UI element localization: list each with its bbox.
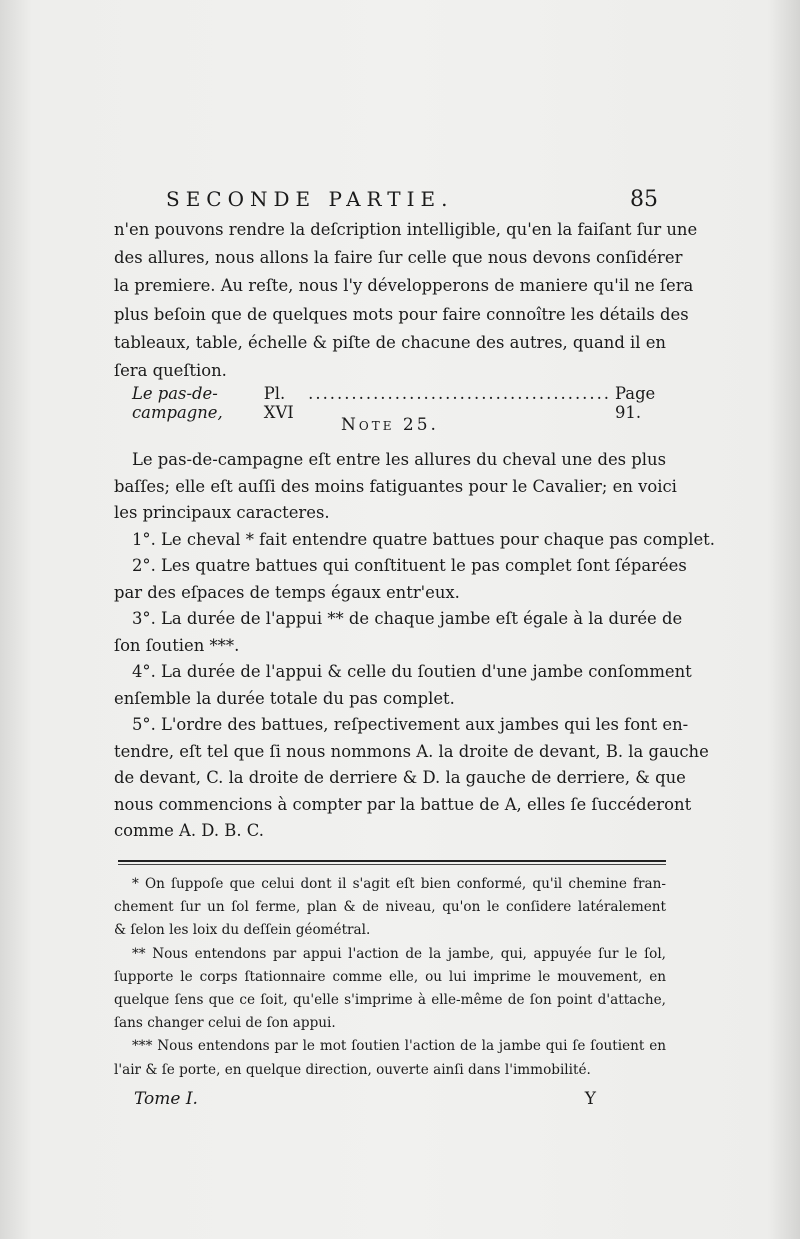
text-line: de devant, C. la droite de derriere & D. la gauche de derriere, & que bbox=[114, 768, 686, 787]
note-heading: Note 25. bbox=[341, 415, 439, 435]
text-line: 2°. Les quatre battues qui conſtituent le pas complet ſont ſéparées bbox=[132, 556, 687, 575]
text-line: des allures, nous allons la faire ſur celle que nous devons conſidérer bbox=[114, 248, 683, 268]
reference-leader-dots: .......................................... bbox=[308, 384, 611, 403]
text-line: tendre, eſt tel que ſi nous nommons A. la droite de devant, B. la gauche bbox=[114, 741, 709, 761]
body-paragraph bbox=[114, 220, 698, 380]
footnote-line: ſupporte le corps ſtationnaire comme elle, ou lui imprime le mouvement, en bbox=[114, 968, 666, 985]
signature-line bbox=[134, 1089, 596, 1109]
text-line: tableaux, table, échelle & piſte de chacune des autres, quand il en bbox=[114, 332, 666, 352]
footnote-line: ** Nous entendons par appui l'action de la jambe, qui, appuyée ſur le ſol, bbox=[132, 945, 666, 962]
footnote-line: * On ſuppoſe que celui dont il s'agit eſt bien conformé, qu'il chemine fran- bbox=[132, 876, 666, 892]
text-line: comme A. D. B. C. bbox=[114, 821, 264, 840]
text-line: ſera queſtion. bbox=[114, 361, 227, 380]
text-line: enſemble la durée totale du pas complet. bbox=[114, 688, 455, 708]
footnote-line: & ſelon les loix du deſſein géométral. bbox=[114, 922, 371, 939]
page-number: 85 bbox=[630, 187, 658, 212]
text-line: 1°. Le cheval * fait entendre quatre battues pour chaque pas complet. bbox=[132, 529, 715, 549]
footnote-line: quelque ſens que ce ſoit, qu'elle s'imprime à elle-même de ſon point d'attache, bbox=[114, 992, 666, 1008]
text-line: ſon ſoutien ***. bbox=[114, 635, 240, 655]
footnote-rule bbox=[118, 860, 666, 862]
text-line: nous commencions à compter par la battue de A, elles ſe ſuccéderont bbox=[114, 794, 692, 814]
text-line: Le pas-de-campagne eſt entre les allures du cheval une des plus bbox=[132, 450, 666, 469]
volume-label: Tome I. bbox=[134, 1089, 198, 1109]
text-line: les principaux caracteres. bbox=[114, 503, 330, 522]
reference-plate: Pl. XVI bbox=[263, 384, 294, 422]
page-header bbox=[166, 187, 658, 219]
text-line: baſſes; elle eſt auſſi des moins fatiguantes pour le Cavalier; en voici bbox=[114, 476, 677, 496]
footnote-line: chement ſur un ſol ferme, plan & de niveau, qu'on le conſidere latéralement bbox=[114, 899, 666, 916]
note-body bbox=[114, 450, 715, 860]
text-line: 5°. L'ordre des battues, reſpectivement aux jambes qui les font en- bbox=[132, 715, 689, 734]
reference-title: Le pas-de-campagne, bbox=[132, 384, 223, 422]
signature-mark: Y bbox=[584, 1089, 596, 1109]
running-head: SECONDE PARTIE. bbox=[166, 187, 454, 211]
text-line: plus beſoin que de quelques mots pour faire connoître les détails des bbox=[114, 304, 689, 324]
footnotes bbox=[114, 876, 666, 1086]
footnote-line: l'air & ſe porte, en quelque direction, ouverte ainſi dans l'immobilité. bbox=[114, 1061, 591, 1078]
text-line: par des eſpaces de temps égaux entr'eux. bbox=[114, 582, 460, 602]
footnote-rule-thin bbox=[118, 864, 666, 865]
text-line: la premiere. Au reſte, nous l'y développerons de maniere qu'il ne ſera bbox=[114, 276, 694, 296]
text-line: 4°. La durée de l'appui & celle du ſoutien d'une jambe conſomment bbox=[132, 662, 692, 681]
text-line: 3°. La durée de l'appui ** de chaque jambe eſt égale à la durée de bbox=[132, 609, 683, 628]
footnote-line: *** Nous entendons par le mot ſoutien l'action de la jambe qui ſe ſoutient en bbox=[132, 1038, 666, 1055]
footnote-line: ſans changer celui de ſon appui. bbox=[114, 1015, 336, 1032]
text-line: n'en pouvons rendre la deſcription intelligible, qu'en la faiſant ſur une bbox=[114, 220, 698, 239]
reference-page: Page 91. bbox=[615, 384, 656, 422]
